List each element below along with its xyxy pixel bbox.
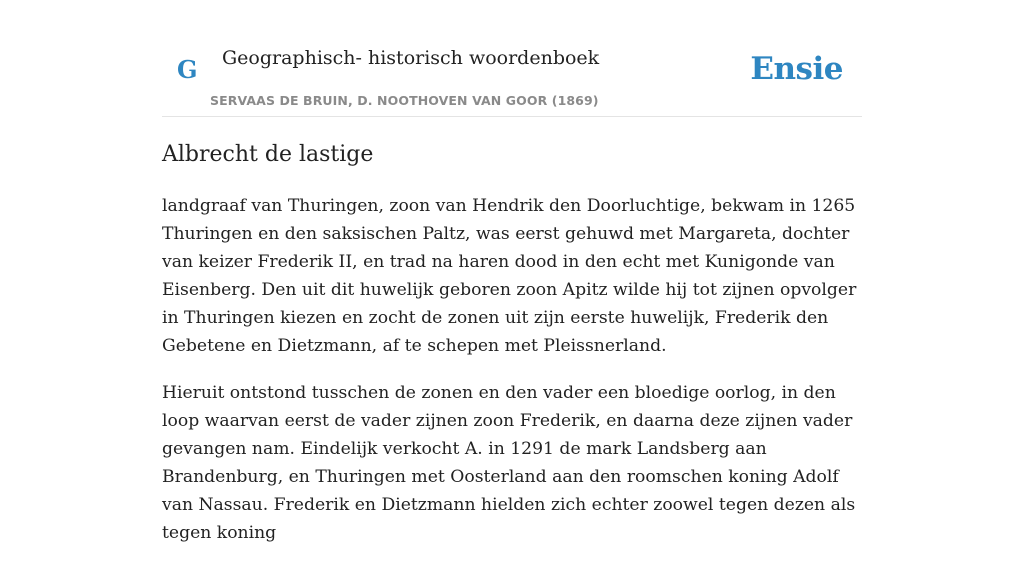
book-authors: SERVAAS DE BRUIN, D. NOOTHOVEN VAN GOOR (1869) (210, 93, 599, 108)
book-header (162, 38, 862, 117)
entry-paragraph: Hieruit ontstond tusschen de zonen en den vader een bloedige oorlog, in den loop waarvan eerst de vader zijnen zoon Frederik, en daarna deze zijnen vader gevangen nam. Eindelijk verkocht A. in 1291 de mark Landsberg aan Brandenburg, en Thuringen met Oosterland aan den roomschen koning Adolf van Nassau. Frederik en Dietzmann hielden zich echter zoowel tegen dezen als tegen koning (162, 383, 856, 543)
entry-body (162, 192, 862, 566)
entry-paragraph: landgraaf van Thuringen, zoon van Hendrik den Doorluchtige, bekwam in 1265 Thuringen en den saksischen Paltz, was eerst gehuwd met Margareta, dochter van keizer Frederik II, en trad na haren dood in den echt met Kunigonde van Eisenberg. Den uit dit huwelijk geboren zoon Apitz wilde hij tot zijnen opvolger in Thuringen kiezen en zocht de zonen uit zijn eerste huwelijk, Frederik den Gebetene en Dietzmann, af te schepen met Pleissnerland. (162, 196, 857, 356)
book-title-link[interactable]: Geographisch- historisch woordenboek (222, 47, 600, 69)
entry-title: Albrecht de lastige (162, 142, 374, 167)
book-initial-icon[interactable]: G (177, 55, 198, 84)
ensie-logo[interactable]: Ensie (750, 51, 843, 87)
